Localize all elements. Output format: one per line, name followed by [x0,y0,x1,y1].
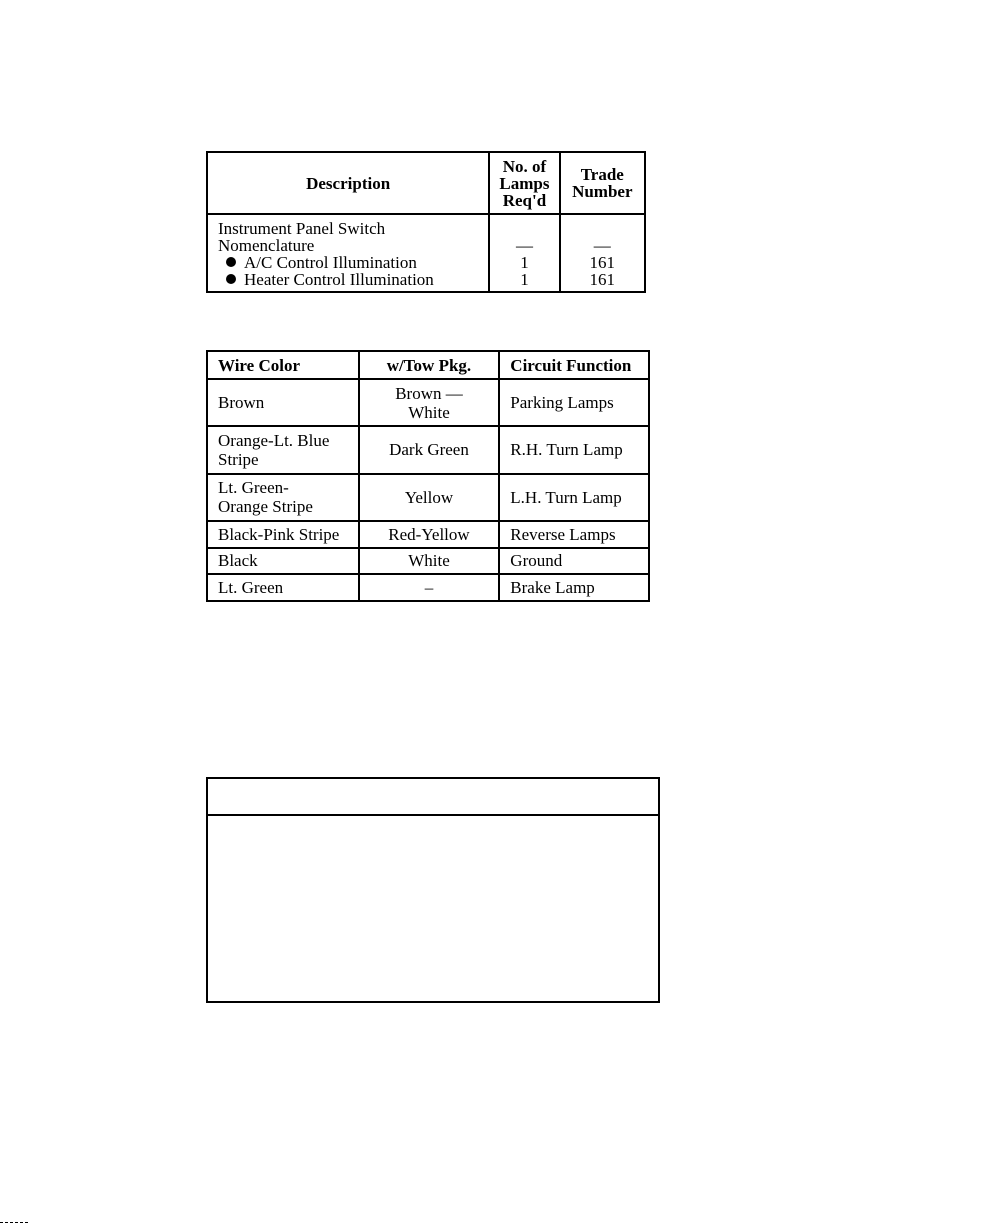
description-header: Description [207,152,489,214]
description-line: Instrument Panel Switch [218,219,386,238]
table-row [207,548,649,575]
empty-table-frame [206,777,660,1003]
lamp-table [206,151,646,293]
table-row [207,574,649,601]
page-edge-mark [0,1222,28,1223]
table-row [207,474,649,521]
wire-color-cell: Lt. Green [207,574,359,601]
wire-color-header: Wire Color [207,351,359,379]
empty-table-header [208,779,658,816]
description-line: Nomenclature [218,236,315,255]
tow-pkg-cell: Red-Yellow [359,521,500,548]
table-row [207,379,649,426]
bullet-icon [226,257,236,267]
bullet-text: A/C Control Illumination [244,253,417,272]
trade-value: 161 [589,253,616,272]
trade-number-header [560,152,645,214]
tow-pkg-header: w/Tow Pkg. [359,351,500,379]
tow-pkg-cell: Yellow [359,474,500,521]
trade-number-cell [560,214,645,292]
description-cell [207,214,489,292]
circuit-function-cell: Parking Lamps [499,379,649,426]
tow-pkg-cell: – [359,574,500,601]
lamps-required-cell [489,214,559,292]
circuit-function-cell: Ground [499,548,649,575]
tow-pkg-cell: Brown — White [359,379,500,426]
wire-color-cell: Orange-Lt. Blue Stripe [207,426,359,473]
lamps-value: 1 [520,253,529,272]
circuit-function-cell: R.H. Turn Lamp [499,426,649,473]
circuit-function-cell: Reverse Lamps [499,521,649,548]
bullet-icon [226,274,236,284]
wire-color-cell: Brown [207,379,359,426]
circuit-function-cell: L.H. Turn Lamp [499,474,649,521]
wire-color-cell: Black-Pink Stripe [207,521,359,548]
trade-value: — [593,236,611,255]
lamps-header-line: Lamps [499,173,550,193]
lamps-header-line: No. of [502,156,547,176]
bullet-text: Heater Control Illumination [244,270,434,289]
wire-table-header-row [207,351,649,379]
lamps-value: 1 [520,270,529,289]
bullet-item [218,271,488,288]
trade-value: 161 [589,270,616,289]
wire-color-cell: Black [207,548,359,575]
table-row [207,426,649,473]
tow-pkg-cell: Dark Green [359,426,500,473]
wire-color-table [206,350,650,602]
lamp-table-header-row [207,152,645,214]
wire-color-cell: Lt. Green- Orange Stripe [207,474,359,521]
table-row [207,521,649,548]
lamps-header-line: Req'd [502,190,547,210]
bullet-item [218,254,488,271]
lamps-required-header [489,152,559,214]
trade-header-line: Trade [580,165,624,184]
circuit-function-cell: Brake Lamp [499,574,649,601]
trade-header-line: Number [572,182,633,201]
tow-pkg-cell: White [359,548,500,575]
circuit-function-header: Circuit Function [499,351,649,379]
lamp-table-row [207,214,645,292]
lamps-value: — [515,236,533,255]
